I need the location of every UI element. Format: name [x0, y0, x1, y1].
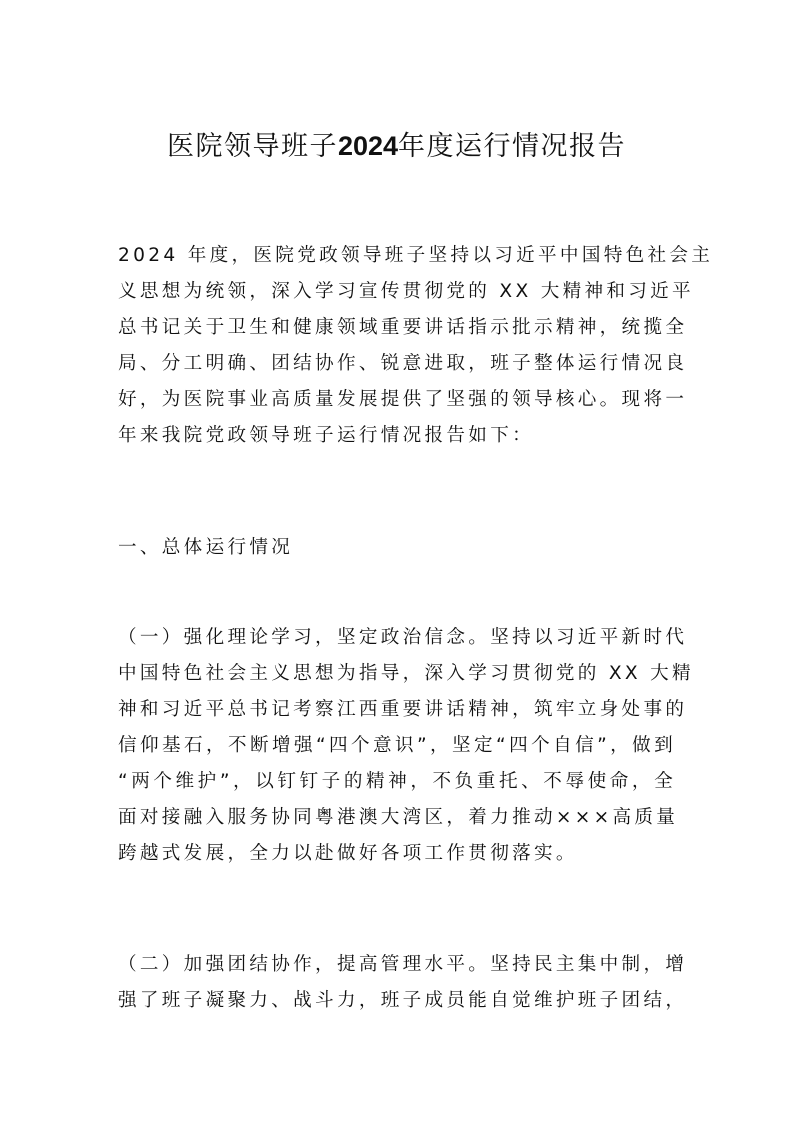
sub1-line-3: 神和习近平总书记考察江西重要讲话精神，筑牢立身处事的	[118, 699, 688, 720]
title-prefix: 医院领导班子	[166, 131, 338, 162]
sub2-line-1: （二）加强团结协作，提高管理水平。坚持民主集中制，增	[118, 954, 688, 975]
intro-line-4: 局、分工明确、团结协作、锐意进取，班子整体运行情况良	[118, 353, 688, 374]
sub1-line-6: 面对接融入服务协同粤港澳大湾区，着力推动×××高质量	[118, 807, 679, 828]
intro-line-5: 好，为医院事业高质量发展提供了坚强的领导核心。现将一	[118, 389, 688, 410]
title-suffix: 年度运行情况报告	[398, 131, 627, 162]
title-year: 2024	[337, 131, 399, 161]
intro-line-1: 2024 年度，医院党政领导班子坚持以习近平中国特色社会主	[118, 245, 714, 266]
sub1-line-7: 跨越式发展，全力以赴做好各项工作贯彻落实。	[118, 843, 578, 864]
sub2-line-2: 强了班子凝聚力、战斗力，班子成员能自觉维护班子团结，	[118, 990, 688, 1011]
intro-paragraph	[118, 238, 714, 454]
sub1-line-1: （一）强化理论学习，坚定政治信念。坚持以习近平新时代	[118, 627, 688, 648]
intro-line-3: 总书记关于卫生和健康领域重要讲话指示批示精神，统揽全	[118, 317, 688, 338]
subsection-1-paragraph	[118, 620, 694, 872]
sub1-line-2: 中国特色社会主义思想为指导，深入学习贯彻党的 XX 大精	[118, 663, 694, 684]
sub1-line-4: 信仰基石，不断增强“四个意识”，坚定“四个自信”，做到	[118, 735, 676, 756]
section-1-heading: 一、总体运行情况	[118, 537, 294, 558]
section-heading	[118, 530, 676, 566]
document-title	[0, 126, 793, 167]
sub1-line-5: “两个维护”，以钉钉子的精神，不负重托、不辱使命，全	[118, 771, 676, 792]
subsection-2-paragraph	[118, 947, 688, 1019]
intro-line-6: 年来我院党政领导班子运行情况报告如下：	[118, 425, 534, 446]
intro-line-2: 义思想为统领，深入学习宣传贯彻党的 XX 大精神和习近平	[118, 281, 694, 302]
